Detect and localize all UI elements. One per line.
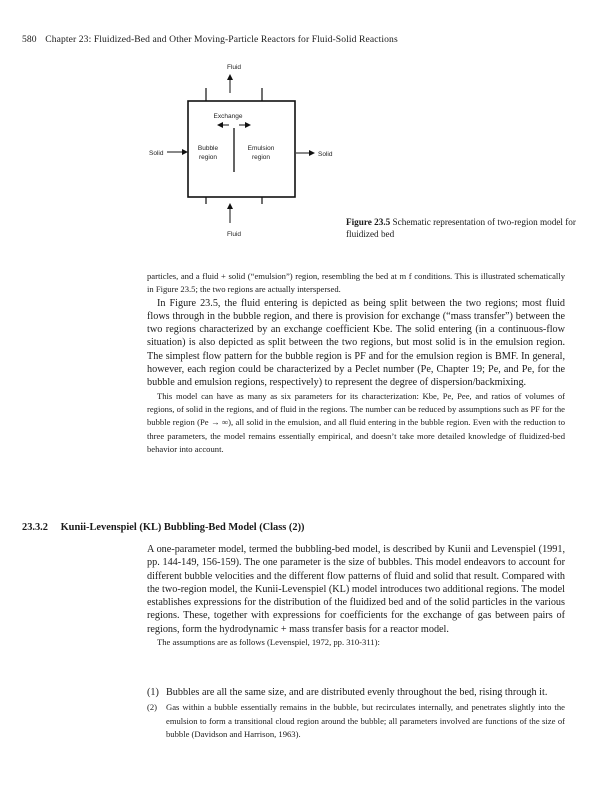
page-number: 580	[22, 34, 37, 45]
list-marker: (1)	[147, 687, 159, 698]
running-title: Chapter 23: Fluidized-Bed and Other Moving-Particle Reactors for Fluid-Solid Reactions	[45, 34, 398, 45]
list-item-text: Bubbles are all the same size, and are distributed evenly throughout the bed, rising through it.	[166, 687, 548, 698]
solid-in-label: Solid	[149, 150, 164, 157]
bubble-region-label-1: Bubble	[197, 145, 219, 152]
emulsion-region-label-2: region	[251, 154, 271, 161]
section-number: 23.3.2	[22, 522, 48, 533]
solid-out-label: Solid	[318, 151, 333, 158]
section-paragraph-2: The assumptions are as follows (Levenspiel, 1972, pp. 310-311):	[157, 637, 380, 648]
section-title: Kunii-Levenspiel (KL) Bubbling-Bed Model (Class (2))	[60, 522, 305, 533]
fluid-out-label: Fluid	[226, 64, 242, 71]
figure-label: Figure 23.5	[346, 217, 391, 227]
intro-text	[147, 270, 565, 456]
section-paragraph-1: A one-parameter model, termed the bubbling-bed model, is described by Kunii and Levenspiel (1991, pp. 144-149, 156-159). The one parameter is the size of bubbles. This model endeavors to account for different bubble velocities and the different flow patterns of fluid and solid that result. Compared with the two-region model, the Kunii-Levenspiel (KL) model introduces two additional regions. The model establishes expressions for the distribution of the fluidized bed and of the solid particles in the various regions. These, together with expressions for coefficients for the exchange of gas between pairs of regions, form the hydrodynamic + mass transfer basis for a reactor model.	[147, 544, 565, 635]
figure-caption-text: Schematic representation of two-region model for fluidized bed	[346, 217, 576, 239]
list-item	[147, 686, 565, 699]
intro-paragraph-3: This model can have as many as six parameters for its characterization: Kbe, Pe, Pee, and ratios of volumes of regions, of solid in the regions, and of fluid in the regions. The number can be reduced by assumptions such as PF for the bubble region (Pe → ∞), all solid in the emulsion, and all fluid entering in the bubble region. Even with the reduction to three parameters, the model remains essentially empirical, and doesn’t take more detailed knowledge of fluidized-bed behavior into account.	[147, 390, 565, 454]
exchange-label: Exchange	[213, 113, 243, 120]
list-item	[147, 701, 565, 741]
intro-paragraph-1: particles, and a fluid + solid (“emulsion”) region, resembling the bed at m f conditions. This is illustrated schematically in Figure 23.5; the two regions are actually interspersed.	[147, 271, 565, 295]
section-text	[147, 543, 565, 649]
assumptions-list	[147, 686, 565, 743]
section-heading	[22, 522, 305, 533]
intro-paragraph-2: In Figure 23.5, the fluid entering is depicted as being split between the two regions; most fluid flows through in the bubble region, and there is provision for exchange (“mass transfer”) between the two regions characterized by an exchange coefficient Kbe. The solid entering (in a continuous-flow situation) is also depicted as split between the two regions, but most solid is in the emulsion region. The simplest flow pattern for the bubble region is PF and for the emulsion region is BMF. In general, however, each region could be characterized by a Peclet number (Pe, Chapter 19; Pe, and Pe, for the bubble and emulsion regions, respectively) to represent the degree of dispersion/backmixing.	[147, 297, 565, 389]
figure-caption	[346, 216, 586, 240]
list-item-text: Gas within a bubble essentially remains in the bubble, but recirculates internally, and penetrates slightly into the emulsion to form a transitional cloud region around the bubble; all parameters involved are functions of the size of bubble (Davidson and Harrison, 1963).	[166, 702, 565, 739]
emulsion-region-label-1: Emulsion	[247, 145, 275, 152]
list-marker: (2)	[147, 702, 158, 713]
bubble-region-label-2: region	[198, 154, 218, 161]
fluid-in-label: Fluid	[226, 231, 242, 238]
